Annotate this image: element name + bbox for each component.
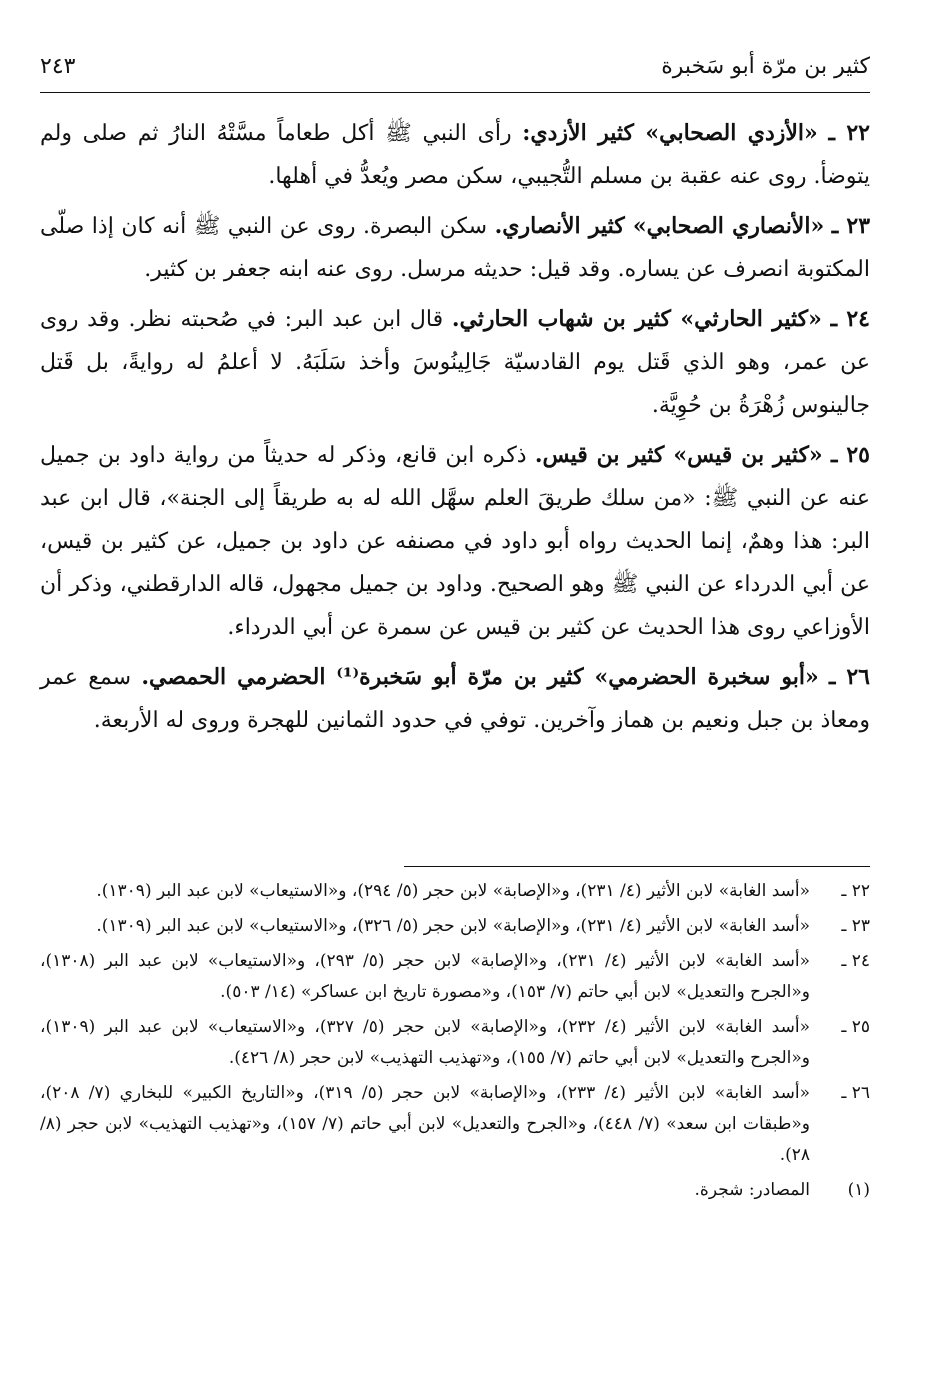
footnote-1 [40,1175,870,1206]
footnote-text: «أسد الغابة» لابن الأثير (٤/ ٢٣١)، و«الإصابة» لابن حجر (٥/ ٢٩٤)، و«الاستيعاب» لابن عبد البر (١٣٠٩). [96,881,810,901]
entry-heading: «كثير الحارثي» كثير بن شهاب الحارثي. [451,306,822,332]
footnote-rule [404,866,870,867]
entry-25 [40,434,870,649]
entry-number: ٢٦ ـ [828,664,870,690]
entry-body: سكن البصرة. روى عن النبي ﷺ أنه كان إذا صلّى المكتوبة انصرف عن يساره. وقد قيل: حديثه مرسل. روى عنه ابنه جعفر بن كثير. [40,214,870,282]
footnote-25 [40,1012,870,1074]
footnote-24 [40,946,870,1008]
footnote-text: «أسد الغابة» لابن الأثير (٤/ ٢٣٢)، و«الإصابة» لابن حجر (٥/ ٣٢٧)، و«الاستيعاب» لابن عبد البر (١٣٠٩)، و«الجرح والتعديل» لابن أبي حاتم (٧/ ١٥٥)، و«تهذيب التهذيب» لابن حجر (٨/ ٤٢٦). [40,1017,810,1068]
footnote-number: ٢٣ ـ [841,916,870,936]
entry-26 [40,656,870,742]
entry-heading: «كثير بن قيس» كثير بن قيس. [534,442,823,468]
footnote-number: ٢٢ ـ [841,881,870,901]
entry-number: ٢٣ ـ [831,213,871,239]
entry-body: رأى النبي ﷺ أكل طعاماً مسَّتْهُ النارُ ثم صلى ولم يتوضأ. روى عنه عقبة بن مسلم التُّجيبي، سكن مصر ويُعدُّ في أهلها. [40,121,870,189]
footnote-26 [40,1078,870,1171]
entry-23 [40,205,870,291]
entry-heading: «الأنصاري الصحابي» كثير الأنصاري. [494,213,825,239]
footnote-text: المصادر: شجرة. [694,1180,810,1200]
entry-number: ٢٢ ـ [828,120,870,146]
footnote-number: ٢٤ ـ [841,951,870,971]
footnote-text: «أسد الغابة» لابن الأثير (٤/ ٢٣١)، و«الإصابة» لابن حجر (٥/ ٣٢٦)، و«الاستيعاب» لابن عبد البر (١٣٠٩). [96,916,810,936]
running-title: كثير بن مرّة أبو سَخبرة [661,53,870,79]
entry-body: سمع عمر ومعاذ بن جبل ونعيم بن هماز وآخرين. توفي في حدود الثمانين للهجرة وروى له الأربعة. [40,665,870,733]
entry-number: ٢٥ ـ [830,442,870,468]
entry-heading: «الأزدي الصحابي» كثير الأزدي: [522,120,818,146]
footnote-number: ٢٦ ـ [841,1083,870,1103]
footnote-number: ٢٥ ـ [841,1017,870,1037]
footnote-text: «أسد الغابة» لابن الأثير (٤/ ٢٣١)، و«الإصابة» لابن حجر (٥/ ٢٩٣)، و«الاستيعاب» لابن عبد البر (١٣٠٨)، و«الجرح والتعديل» لابن أبي حاتم (٧/ ١٥٣)، و«مصورة تاريخ ابن عساكر» (١٤/ ٥٠٣). [40,951,810,1002]
footnote-23 [40,911,870,942]
footnote-text: «أسد الغابة» لابن الأثير (٤/ ٢٣٣)، و«الإصابة» لابن حجر (٥/ ٣١٩)، و«التاريخ الكبير» للبخاري (٧/ ٢٠٨)، و«طبقات ابن سعد» (٧/ ٤٤٨)، و«الجرح والتعديل» لابن أبي حاتم (٧/ ١٥٧)، و«تهذيب التهذيب» لابن حجر (٨/ ٢٨). [40,1083,811,1165]
entry-body: قال ابن عبد البر: في صُحبته نظر. وقد روى عن عمر، وهو الذي قَتل يوم القادسيّة جَالِينُوسَ وأخذ سَلَبَهُ. لا أعلمُ له روايةً، بل قَتل جالينوس زُهْرَةُ بن حُوِيَّة. [40,307,870,418]
header-rule [40,92,870,93]
page-header [40,46,870,86]
main-text [40,112,870,749]
entry-22 [40,112,870,198]
entry-body: ذكره ابن قانع، وذكر له حديثاً من رواية داود بن جميل عنه عن النبي ﷺ: «من سلك طريقَ العلم سهَّل الله له به طريقاً إلى الجنة»، قال ابن عبد البر: هذا وهمٌ، إنما الحديث رواه أبو داود في مصنفه عن داود بن جميل، عن كثير بن قيس، عن أبي الدرداء عن النبي ﷺ وهو الصحيح. وداود بن جميل مجهول، قاله الدارقطني، وذكر أن الأوزاعي روى هذا الحديث عن كثير بن قيس عن سمرة عن أبي الدرداء. [40,443,870,640]
page-number: ٢٤٣ [40,53,76,79]
entry-number: ٢٤ ـ [830,306,870,332]
entry-heading: «أبو سخبرة الحضرمي» كثير بن مرّة أبو سَخبرة⁽¹⁾ الحضرمي الحمصي. [141,664,819,690]
footnote-22 [40,876,870,907]
entry-24 [40,298,870,427]
footnote-number: (١) [847,1180,870,1200]
footnotes [40,876,870,1210]
